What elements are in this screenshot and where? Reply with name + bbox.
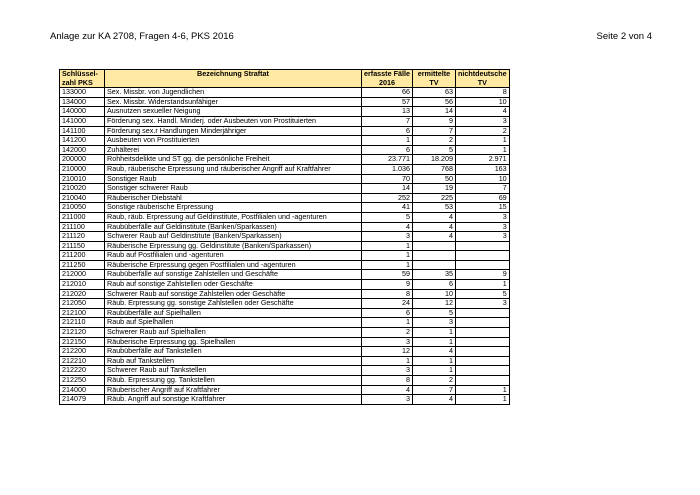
table-row xyxy=(60,337,510,347)
table-row xyxy=(60,184,510,194)
cell-cases: 41 xyxy=(362,203,413,213)
cell-suspects: 18.209 xyxy=(412,155,455,165)
table-row xyxy=(60,232,510,242)
crime-statistics-table xyxy=(59,69,510,405)
cell-cases: 7 xyxy=(362,116,413,126)
table-row xyxy=(60,241,510,251)
cell-foreign: 3 xyxy=(455,232,509,242)
table-row xyxy=(60,356,510,366)
cell-foreign: 5 xyxy=(455,289,509,299)
cell-suspects: 225 xyxy=(412,193,455,203)
cell-suspects: 9 xyxy=(412,116,455,126)
cell-suspects: 2 xyxy=(412,136,455,146)
cell-cases: 4 xyxy=(362,222,413,232)
table-row xyxy=(60,155,510,165)
cell-foreign xyxy=(455,260,509,270)
table-row xyxy=(60,107,510,117)
cell-cases: 1 xyxy=(362,241,413,251)
cell-foreign xyxy=(455,241,509,251)
cell-foreign xyxy=(455,347,509,357)
cell-suspects: 1 xyxy=(412,366,455,376)
cell-key: 212050 xyxy=(60,299,105,309)
cell-cases: 3 xyxy=(362,395,413,405)
cell-name: Sex. Missbr. Widerstandsunfähiger xyxy=(105,97,362,107)
table-row xyxy=(60,212,510,222)
cell-name: Sex. Missbr. von Jugendlichen xyxy=(105,88,362,98)
column-header-suspects-line1: ermittelte xyxy=(417,69,451,78)
cell-foreign: 163 xyxy=(455,164,509,174)
cell-suspects: 1 xyxy=(412,337,455,347)
cell-name: Räuberische Erpressung gg. Spielhallen xyxy=(105,337,362,347)
cell-cases: 13 xyxy=(362,107,413,117)
cell-key: 212250 xyxy=(60,376,105,386)
cell-foreign: 15 xyxy=(455,203,509,213)
cell-foreign xyxy=(455,337,509,347)
cell-name: Schwerer Raub auf Spielhallen xyxy=(105,328,362,338)
column-header-suspects-line2: TV xyxy=(429,77,439,87)
cell-cases: 6 xyxy=(362,145,413,155)
table-row xyxy=(60,289,510,299)
page-header-title: Anlage zur KA 2708, Fragen 4-6, PKS 2016 xyxy=(50,31,234,42)
cell-cases: 5 xyxy=(362,212,413,222)
table-row xyxy=(60,136,510,146)
table-row xyxy=(60,299,510,309)
cell-suspects: 5 xyxy=(412,145,455,155)
cell-foreign xyxy=(455,308,509,318)
table-row xyxy=(60,328,510,338)
cell-cases: 8 xyxy=(362,376,413,386)
cell-name: Räuberische Erpressung gegen Postfilialen und -agenturen xyxy=(105,260,362,270)
cell-cases: 6 xyxy=(362,308,413,318)
column-header-cases-line2: 2016 xyxy=(378,77,395,87)
table-row xyxy=(60,395,510,405)
table-row xyxy=(60,164,510,174)
cell-name: Räub. Erpressung gg. sonstige Zahlstellen oder Geschäfte xyxy=(105,299,362,309)
cell-name: Raubüberfälle auf Tankstellen xyxy=(105,347,362,357)
cell-key: 214000 xyxy=(60,385,105,395)
cell-foreign: 1 xyxy=(455,136,509,146)
cell-foreign: 4 xyxy=(455,107,509,117)
table-row xyxy=(60,376,510,386)
cell-foreign: 1 xyxy=(455,280,509,290)
cell-suspects: 7 xyxy=(412,385,455,395)
cell-name: Raub, räub. Erpressung auf Geldinstitute, Postfilialen und -agenturen xyxy=(105,212,362,222)
cell-foreign: 10 xyxy=(455,97,509,107)
cell-key: 212120 xyxy=(60,328,105,338)
cell-key: 141200 xyxy=(60,136,105,146)
cell-key: 212150 xyxy=(60,337,105,347)
cell-suspects: 56 xyxy=(412,97,455,107)
cell-suspects: 4 xyxy=(412,347,455,357)
cell-suspects: 3 xyxy=(412,318,455,328)
cell-key: 210050 xyxy=(60,203,105,213)
cell-suspects: 50 xyxy=(412,174,455,184)
cell-name: Raubüberfälle auf sonstige Zahlstellen und Geschäfte xyxy=(105,270,362,280)
cell-key: 212100 xyxy=(60,308,105,318)
cell-cases: 9 xyxy=(362,280,413,290)
column-header-key xyxy=(60,70,105,88)
cell-key: 210010 xyxy=(60,174,105,184)
table-row xyxy=(60,251,510,261)
column-header-key-line1: Schlüssel- xyxy=(62,69,98,78)
cell-key: 212210 xyxy=(60,356,105,366)
table-row xyxy=(60,366,510,376)
cell-name: Schwerer Raub auf Tankstellen xyxy=(105,366,362,376)
cell-key: 210020 xyxy=(60,184,105,194)
cell-key: 212000 xyxy=(60,270,105,280)
cell-suspects: 12 xyxy=(412,299,455,309)
cell-key: 211150 xyxy=(60,241,105,251)
column-header-foreign-line2: TV xyxy=(477,77,487,87)
cell-cases: 12 xyxy=(362,347,413,357)
table-row xyxy=(60,280,510,290)
cell-suspects: 2 xyxy=(412,376,455,386)
cell-name: Räuberischer Diebstahl xyxy=(105,193,362,203)
cell-name: Sonstiger Raub xyxy=(105,174,362,184)
cell-foreign xyxy=(455,366,509,376)
cell-suspects xyxy=(412,260,455,270)
cell-key: 214079 xyxy=(60,395,105,405)
cell-foreign: 69 xyxy=(455,193,509,203)
cell-name: Raubüberfälle auf Spielhallen xyxy=(105,308,362,318)
cell-foreign: 3 xyxy=(455,299,509,309)
column-header-key-line2: zahl PKS xyxy=(62,77,93,87)
cell-name: Räuberischer Angriff auf Kraftfahrer xyxy=(105,385,362,395)
cell-suspects: 19 xyxy=(412,184,455,194)
cell-suspects: 35 xyxy=(412,270,455,280)
table-row xyxy=(60,222,510,232)
cell-cases: 14 xyxy=(362,184,413,194)
cell-key: 141000 xyxy=(60,116,105,126)
cell-foreign xyxy=(455,328,509,338)
cell-key: 210040 xyxy=(60,193,105,203)
cell-name: Räub. Angriff auf sonstige Kraftfahrer xyxy=(105,395,362,405)
cell-suspects: 4 xyxy=(412,212,455,222)
cell-suspects: 4 xyxy=(412,232,455,242)
cell-key: 212220 xyxy=(60,366,105,376)
cell-key: 212010 xyxy=(60,280,105,290)
cell-cases: 2 xyxy=(362,328,413,338)
cell-key: 200000 xyxy=(60,155,105,165)
cell-name: Räuberische Erpressung gg. Geldinstitute (Banken/Sparkassen) xyxy=(105,241,362,251)
cell-name: Schwerer Raub auf sonstige Zahlstellen oder Geschäfte xyxy=(105,289,362,299)
column-header-foreign xyxy=(455,70,509,88)
cell-name: Ausnutzen sexueller Neigung xyxy=(105,107,362,117)
cell-cases: 59 xyxy=(362,270,413,280)
cell-cases: 252 xyxy=(362,193,413,203)
table-row xyxy=(60,97,510,107)
cell-foreign: 8 xyxy=(455,88,509,98)
cell-key: 211100 xyxy=(60,222,105,232)
cell-suspects xyxy=(412,251,455,261)
cell-suspects: 14 xyxy=(412,107,455,117)
cell-foreign: 1 xyxy=(455,145,509,155)
table-row xyxy=(60,116,510,126)
table-row xyxy=(60,174,510,184)
cell-foreign xyxy=(455,318,509,328)
cell-foreign xyxy=(455,356,509,366)
table-row xyxy=(60,347,510,357)
cell-suspects: 7 xyxy=(412,126,455,136)
table-row xyxy=(60,126,510,136)
table-body xyxy=(60,88,510,405)
cell-name: Ausbeuten von Prostituierten xyxy=(105,136,362,146)
cell-key: 211200 xyxy=(60,251,105,261)
cell-foreign: 3 xyxy=(455,222,509,232)
cell-suspects: 6 xyxy=(412,280,455,290)
cell-name: Raub auf Spielhallen xyxy=(105,318,362,328)
cell-key: 140000 xyxy=(60,107,105,117)
table-row xyxy=(60,308,510,318)
table-row xyxy=(60,260,510,270)
table-row xyxy=(60,270,510,280)
cell-name: Sonstige räuberische Erpressung xyxy=(105,203,362,213)
cell-cases: 3 xyxy=(362,366,413,376)
cell-name: Förderung sex.r Handlungen Minderjähriger xyxy=(105,126,362,136)
cell-name: Schwerer Raub auf Geldinstitute (Banken/Sparkassen) xyxy=(105,232,362,242)
cell-cases: 1 xyxy=(362,356,413,366)
table-row xyxy=(60,193,510,203)
cell-cases: 66 xyxy=(362,88,413,98)
cell-name: Rohheitsdelikte und ST gg. die persönliche Freiheit xyxy=(105,155,362,165)
cell-key: 141100 xyxy=(60,126,105,136)
cell-cases: 1 xyxy=(362,260,413,270)
cell-suspects: 53 xyxy=(412,203,455,213)
cell-suspects: 4 xyxy=(412,395,455,405)
column-header-cases-line1: erfasste Fälle xyxy=(364,69,410,78)
cell-key: 211120 xyxy=(60,232,105,242)
cell-suspects: 1 xyxy=(412,328,455,338)
cell-suspects: 1 xyxy=(412,356,455,366)
cell-cases: 1.036 xyxy=(362,164,413,174)
cell-suspects xyxy=(412,241,455,251)
cell-key: 211000 xyxy=(60,212,105,222)
table-row xyxy=(60,88,510,98)
cell-foreign xyxy=(455,376,509,386)
cell-name: Raub auf Postfilialen und -agenturen xyxy=(105,251,362,261)
cell-suspects: 63 xyxy=(412,88,455,98)
cell-key: 134000 xyxy=(60,97,105,107)
cell-cases: 6 xyxy=(362,126,413,136)
table-row xyxy=(60,145,510,155)
cell-cases: 70 xyxy=(362,174,413,184)
cell-name: Zuhälterei xyxy=(105,145,362,155)
cell-cases: 1 xyxy=(362,136,413,146)
table-header xyxy=(60,70,510,88)
cell-cases: 3 xyxy=(362,232,413,242)
cell-key: 212020 xyxy=(60,289,105,299)
cell-key: 133000 xyxy=(60,88,105,98)
cell-foreign: 2.971 xyxy=(455,155,509,165)
cell-cases: 1 xyxy=(362,251,413,261)
column-header-foreign-line1: nichtdeutsche xyxy=(457,69,507,78)
cell-foreign xyxy=(455,251,509,261)
column-header-name: Bezeichnung Straftat xyxy=(105,70,362,88)
cell-foreign: 1 xyxy=(455,395,509,405)
column-header-suspects xyxy=(412,70,455,88)
cell-cases: 23.771 xyxy=(362,155,413,165)
cell-name: Sonstiger schwerer Raub xyxy=(105,184,362,194)
cell-foreign: 10 xyxy=(455,174,509,184)
cell-suspects: 10 xyxy=(412,289,455,299)
table-row xyxy=(60,318,510,328)
cell-key: 211250 xyxy=(60,260,105,270)
table-row xyxy=(60,203,510,213)
table-row xyxy=(60,385,510,395)
cell-key: 212200 xyxy=(60,347,105,357)
cell-foreign: 9 xyxy=(455,270,509,280)
cell-name: Förderung sex. Handl. Minderj. oder Ausbeuten von Prostituierten xyxy=(105,116,362,126)
cell-foreign: 3 xyxy=(455,116,509,126)
cell-key: 212110 xyxy=(60,318,105,328)
cell-name: Raub, räuberische Erpressung und räuberischer Angriff auf Kraftfahrer xyxy=(105,164,362,174)
cell-foreign: 7 xyxy=(455,184,509,194)
cell-name: Raubüberfälle auf Geldinstitute (Banken/Sparkassen) xyxy=(105,222,362,232)
cell-name: Raub auf Tankstellen xyxy=(105,356,362,366)
cell-suspects: 5 xyxy=(412,308,455,318)
cell-cases: 1 xyxy=(362,318,413,328)
cell-cases: 3 xyxy=(362,337,413,347)
cell-foreign: 2 xyxy=(455,126,509,136)
column-header-cases xyxy=(362,70,413,88)
cell-suspects: 4 xyxy=(412,222,455,232)
page-number: Seite 2 von 4 xyxy=(596,31,652,42)
cell-key: 142000 xyxy=(60,145,105,155)
cell-cases: 4 xyxy=(362,385,413,395)
cell-name: Raub auf sonstige Zahlstellen oder Geschäfte xyxy=(105,280,362,290)
cell-foreign: 1 xyxy=(455,385,509,395)
cell-cases: 57 xyxy=(362,97,413,107)
cell-suspects: 768 xyxy=(412,164,455,174)
cell-key: 210000 xyxy=(60,164,105,174)
cell-name: Räub. Erpressung gg. Tankstellen xyxy=(105,376,362,386)
cell-foreign: 3 xyxy=(455,212,509,222)
cell-cases: 24 xyxy=(362,299,413,309)
cell-cases: 8 xyxy=(362,289,413,299)
